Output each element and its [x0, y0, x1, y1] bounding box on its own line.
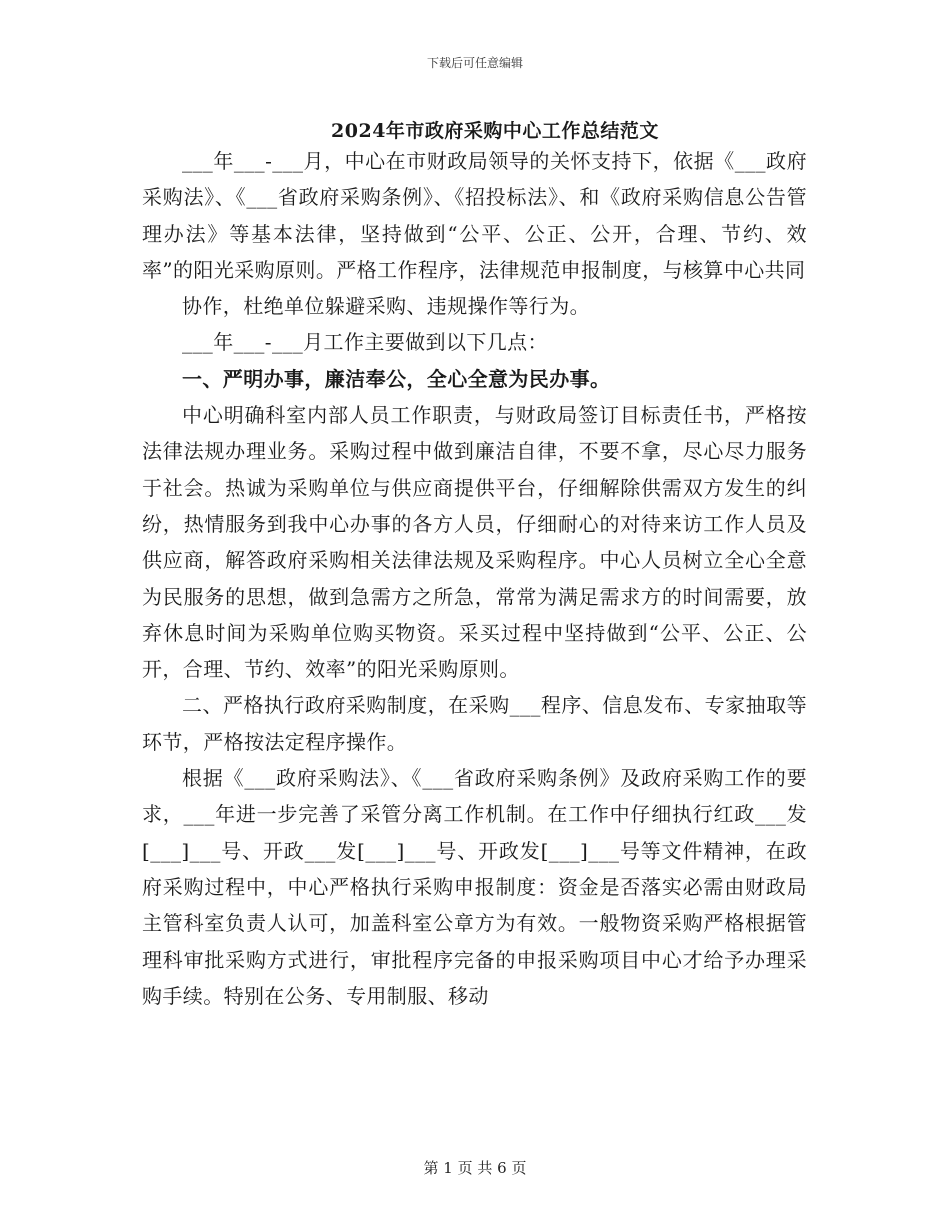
- paragraph-intro: ___年___-___月，中心在市财政局领导的关怀支持下，依据《___政府采购法》、《___省政府采购条例》、《招投标法》、和《政府采购信息公告管理办法》等基本法律，坚持做到“公平、公正、公开，合理、节约、效率”的阳光采购原则。严格工作程序，法律规范申报制度，与核算中心共同: [142, 149, 807, 282]
- paragraph-intro-continued: 协作，杜绝单位躲避采购、违规操作等行为。: [182, 294, 590, 319]
- section-heading-2: 二、严格执行政府采购制度，在采购___程序、信息发布、专家抽取等环节，严格按法定程序操作。: [142, 693, 807, 754]
- paragraph-section-1: 中心明确科室内部人员工作职责，与财政局签订目标责任书，严格按法律法规办理业务。采购过程中做到廉洁自律，不要不拿，尽心尽力服务于社会。热诚为采购单位与供应商提供平台，仔细解除供需双方发生的纠纷，热情服务到我中心办事的各方人员，仔细耐心的对待来访工作人员及供应商，解答政府采购相关法律法规及采购程序。中心人员树立全心全意为民服务的思想，做到急需方之所急，常常为满足需求方的时间需要，放弃休息时间为采购单位购买物资。采买过程中坚持做到“公平、公正、公开，合理、节约、效率”的阳光采购原则。: [142, 403, 807, 682]
- page-number: 第 1 页 共 6 页: [423, 1159, 527, 1177]
- page-header-note: 下载后可任意编辑: [426, 56, 523, 70]
- paragraph-section-2: 根据《___政府采购法》、《___省政府采购条例》及政府采购工作的要求，___年进一步完善了采管分离工作机制。在工作中仔细执行红政___发[___]___号、开政___发[___]___号、开政发[___]___号等文件精神，在政府采购过程中，中心严格执行采购申报制度：资金是否落实必需由财政局主管科室负责人认可，加盖科室公章方为有效。一般物资采购严格根据管理科审批采购方式进行，审批程序完备的申报采购项目中心才给予办理采购手续。特别在公务、专用制服、移动: [142, 766, 807, 1008]
- document-title: 2024年市政府采购中心工作总结范文: [331, 120, 659, 142]
- document-body: [142, 143, 807, 1014]
- section-heading-1: 一、严明办事，廉洁奉公，全心全意为民办事。: [182, 366, 611, 391]
- paragraph-summary-lead: ___年___-___月工作主要做到以下几点：: [182, 330, 548, 355]
